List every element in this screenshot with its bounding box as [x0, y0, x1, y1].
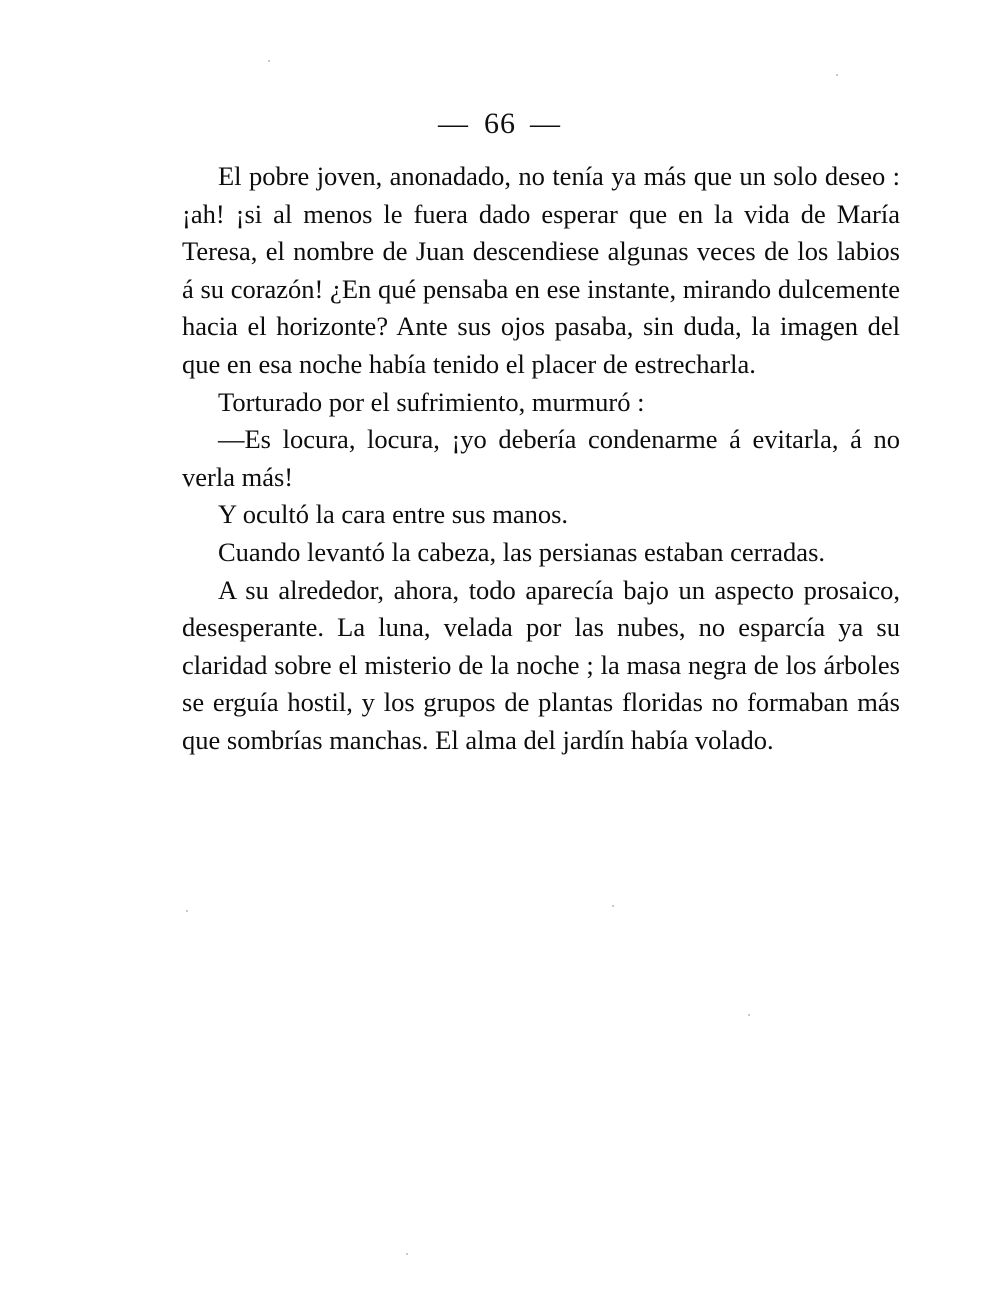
- paragraph: El pobre joven, anonadado, no tenía ya más que un solo deseo : ¡ah! ¡si al menos le fuera dado esperar que en la vida de María Teresa, el nombre de Juan descendiese algunas veces de los labios á su corazón! ¿En qué pensaba en ese instante, mirando dulcemente hacia el horizonte? Ante sus ojos pasaba, sin duda, la imagen del que en esa noche había tenido el placer de estrecharla.: [182, 161, 900, 379]
- paragraph: A su alrededor, ahora, todo aparecía bajo un aspecto prosaico, desesperante. La luna, velada por las nubes, no esparcía ya su claridad sobre el misterio de la noche ; la masa negra de los árboles se erguía hostil, y los grupos de plantas floridas no formaban más que sombrías manchas. El alma del jardín había volado.: [182, 574, 900, 755]
- page-body: [182, 158, 900, 760]
- paragraph: Torturado por el sufrimiento, murmuró :: [218, 386, 645, 417]
- folio-dash-left: —: [438, 107, 470, 141]
- page-header: [0, 105, 1000, 141]
- print-speck: [612, 905, 614, 907]
- print-speck: [406, 1253, 408, 1255]
- folio-dash-right: —: [530, 107, 562, 141]
- print-speck: [186, 910, 188, 912]
- print-speck: [748, 1014, 750, 1016]
- print-speck: [836, 74, 838, 76]
- paragraph: Y ocultó la cara entre sus manos.: [218, 499, 569, 530]
- paragraph: Cuando levantó la cabeza, las persianas estaban cerradas.: [218, 536, 826, 567]
- paragraph: —Es locura, locura, ¡yo debería condenarme á evitarla, á no verla más!: [182, 424, 900, 492]
- page-number: 66: [484, 107, 516, 141]
- print-speck: [268, 60, 270, 62]
